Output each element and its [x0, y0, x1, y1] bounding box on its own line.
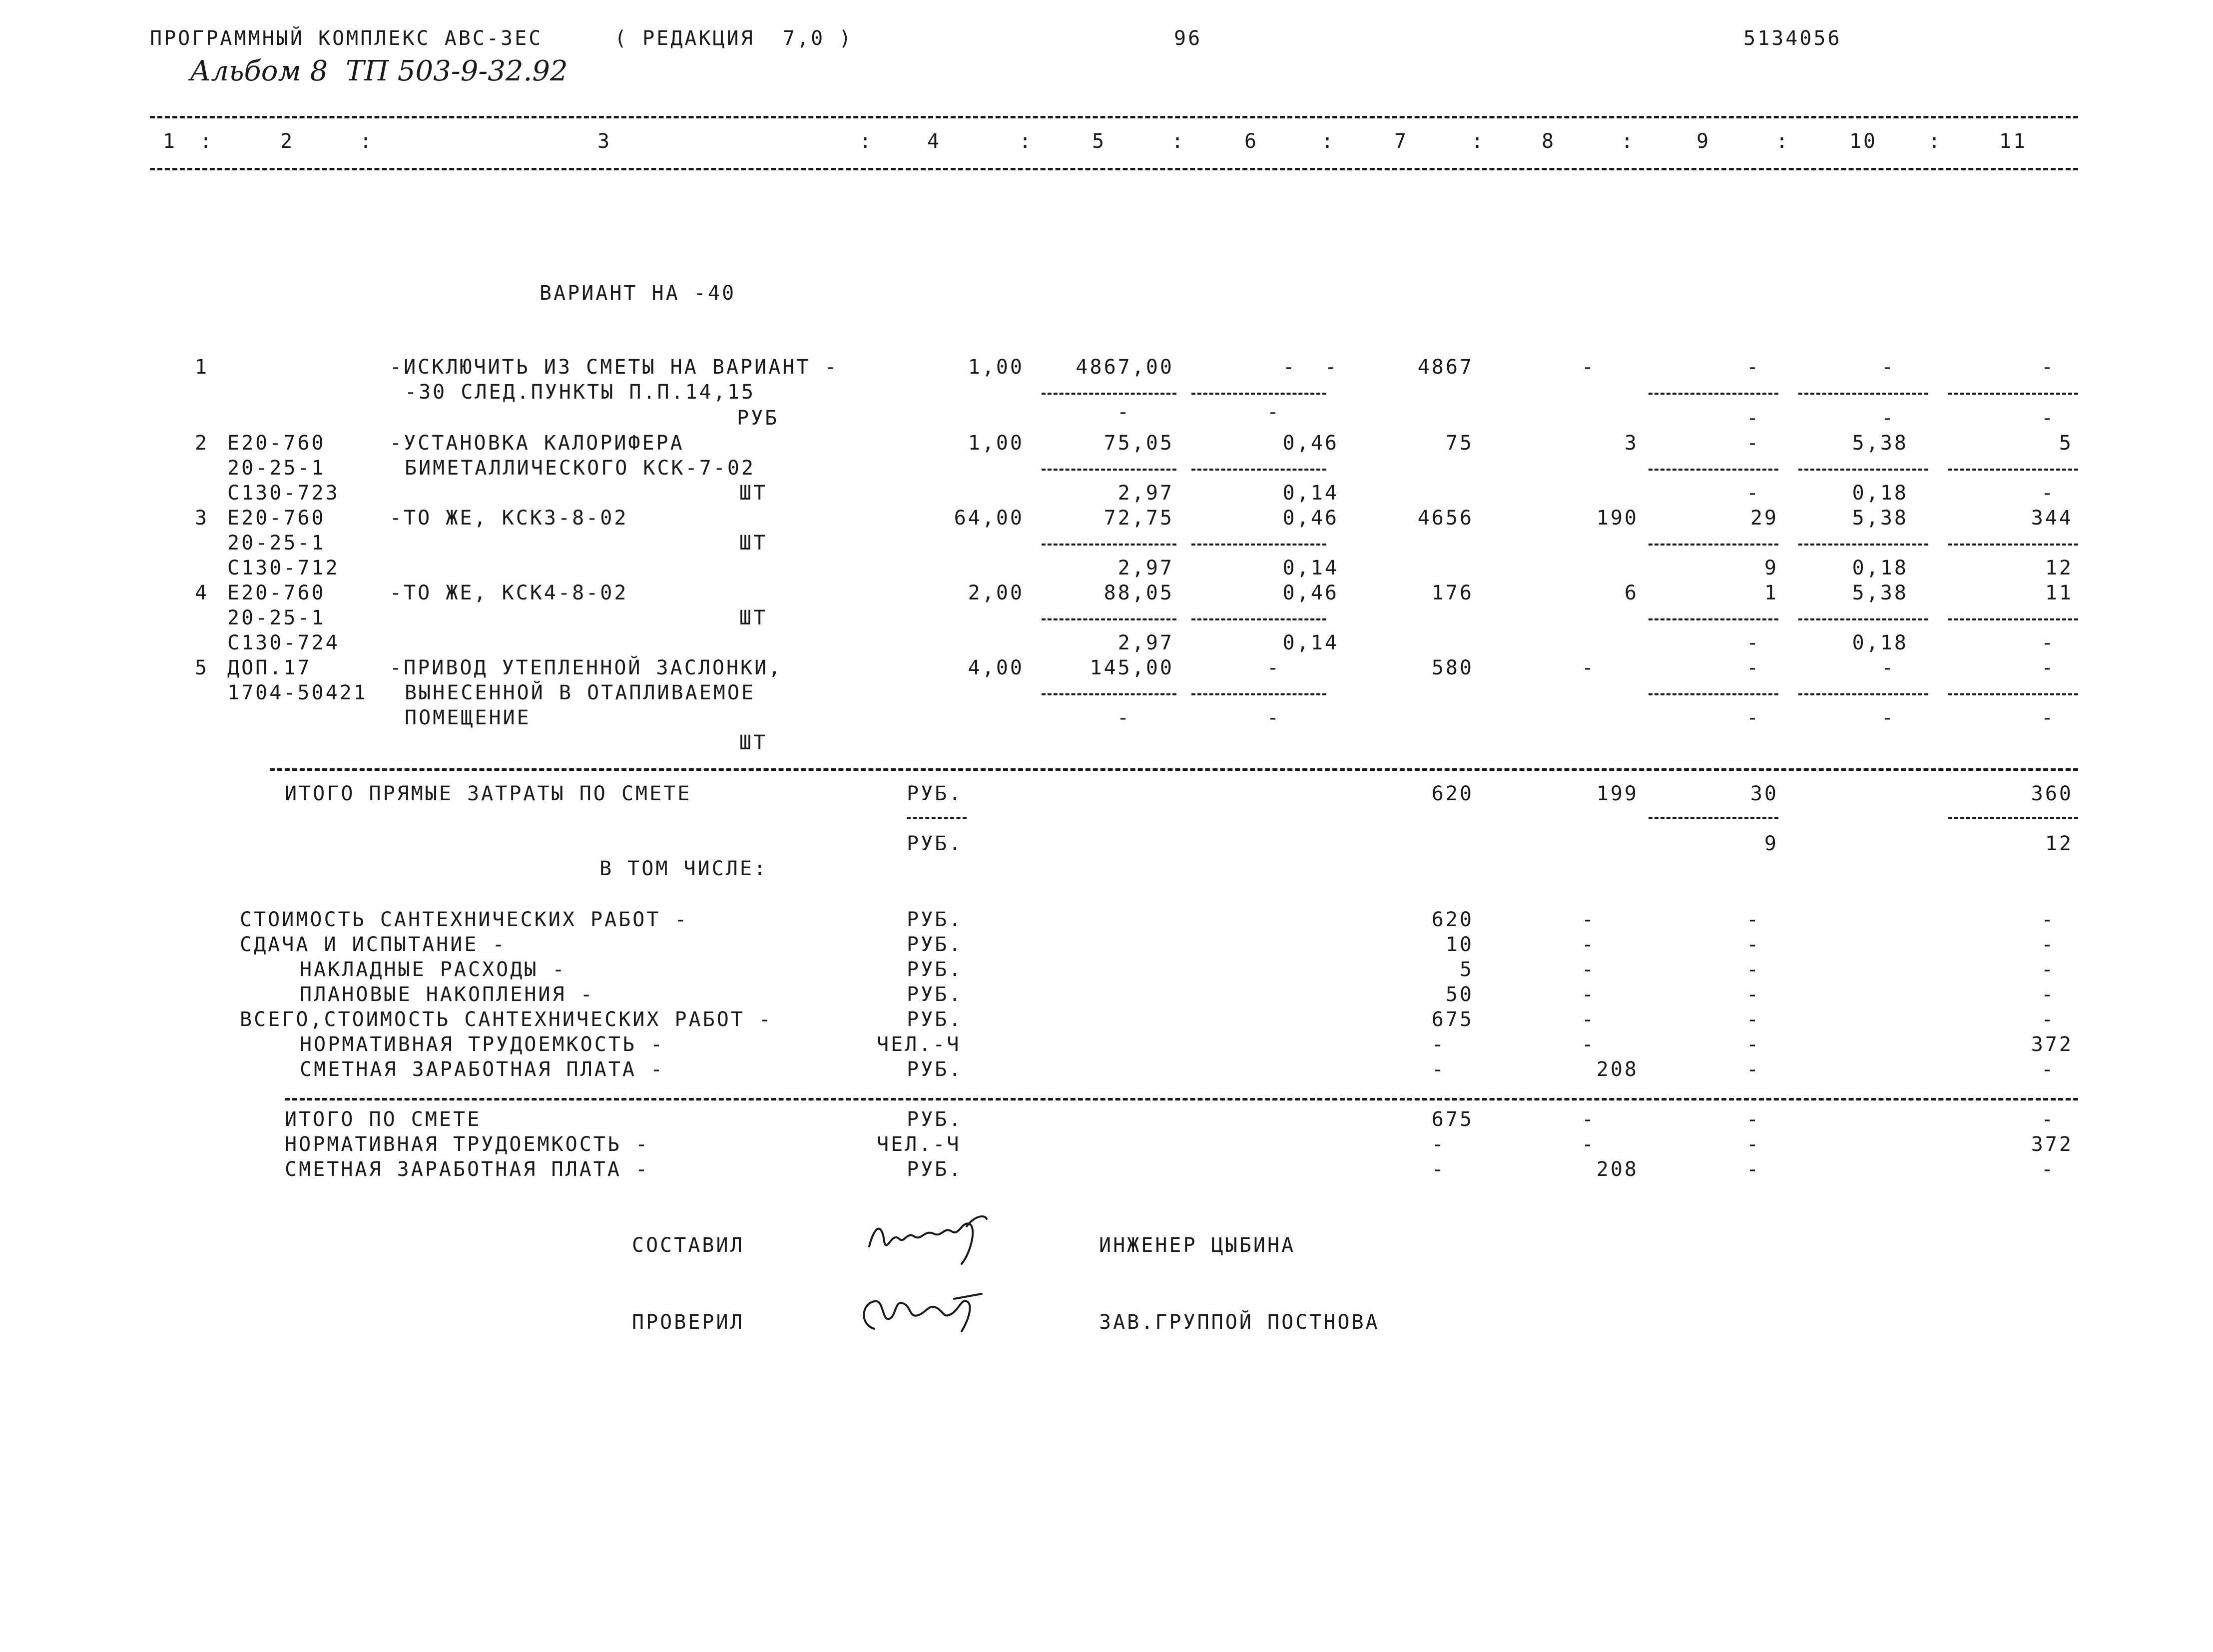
col-3: 3: [597, 130, 612, 153]
row-description: ПОМЕЩЕНИЕ: [405, 706, 531, 729]
final-separator: [285, 1098, 2078, 1101]
list-item: ВСЕГО,СТОИМОСТЬ САНТЕХНИЧЕСКИХ РАБОТ -: [240, 1008, 773, 1031]
row-col6: 0,46: [1282, 432, 1339, 455]
row-col11: -: [2041, 356, 2056, 379]
col-11: 11: [1999, 130, 2028, 153]
row-col9: 29: [1750, 507, 1778, 530]
row-code: С130-724: [227, 631, 340, 654]
row-description: БИМЕТАЛЛИЧЕСКОГО КСК-7-02: [405, 457, 756, 480]
row-col11: 5: [2059, 432, 2073, 455]
row-col9: -: [1746, 356, 1761, 379]
checked-by: ЗАВ.ГРУППОЙ ПОСТНОВА: [1099, 1311, 1380, 1334]
row-unit: ШТ: [739, 731, 768, 754]
list-item: СДАЧА И ИСПЫТАНИЕ -: [240, 933, 507, 956]
list-item: СМЕТНАЯ ЗАРАБОТНАЯ ПЛАТА -: [285, 1158, 650, 1181]
row-col5: 4867,00: [1076, 356, 1174, 379]
row-description: -ТО ЖЕ, КСК3-8-02: [390, 507, 628, 530]
row-quantity: 4,00: [968, 656, 1024, 679]
row-col7: 4867: [1417, 356, 1474, 379]
row-description: -УСТАНОВКА КАЛОРИФЕРА: [390, 432, 684, 455]
row-col9: -: [1746, 432, 1761, 455]
row-col8: -: [1581, 356, 1596, 379]
direct-costs-label: ИТОГО ПРЯМЫЕ ЗАТРАТЫ ПО СМЕТЕ: [285, 782, 692, 805]
totals-separator: [270, 768, 2078, 771]
row-col5: 75,05: [1104, 432, 1174, 455]
row-col6: 0,46: [1282, 581, 1339, 604]
row-quantity: 64,00: [954, 507, 1024, 530]
including-label: В ТОМ ЧИСЛЕ:: [599, 857, 768, 880]
row-col10: 5,38: [1852, 507, 1908, 530]
col-7: 7: [1394, 130, 1409, 153]
header-rule-top: [150, 116, 2078, 118]
col-4: 4: [927, 130, 942, 153]
signature-checked: [854, 1284, 999, 1344]
row-col7: 176: [1431, 581, 1474, 604]
row-quantity: 1,00: [968, 432, 1024, 455]
col-2: 2: [280, 130, 295, 153]
row-description: -ПРИВОД УТЕПЛЕННОЙ ЗАСЛОНКИ,: [390, 656, 783, 679]
row-description: -30 СЛЕД.ПУНКТЫ П.П.14,15: [405, 381, 756, 404]
program-title: ПРОГРАММНЫЙ КОМПЛЕКС АВС-3ЕС: [150, 27, 543, 50]
row-col6: - -: [1282, 356, 1339, 379]
row-unit: ШТ: [739, 482, 768, 505]
edition-label: ( РЕДАКЦИЯ 7,0 ): [614, 27, 853, 50]
row-col8: -: [1581, 656, 1596, 679]
row-col7: 580: [1431, 656, 1474, 679]
row-col8: 3: [1624, 432, 1639, 455]
header-rule-bottom: [150, 168, 2078, 170]
list-item: НАКЛАДНЫЕ РАСХОДЫ -: [300, 958, 566, 981]
row-description: -ТО ЖЕ, КСК4-8-02: [390, 581, 628, 604]
list-item: СМЕТНАЯ ЗАРАБОТНАЯ ПЛАТА -: [300, 1058, 665, 1081]
row-col5: 145,00: [1090, 656, 1174, 679]
row-col7: 4656: [1417, 507, 1474, 530]
row-code: 1704-50421: [227, 681, 368, 704]
col-1: 1: [162, 130, 177, 153]
row-number: 2: [195, 432, 209, 455]
list-item: ПЛАНОВЫЕ НАКОПЛЕНИЯ -: [300, 983, 594, 1006]
row-col10: 5,38: [1852, 432, 1908, 455]
row-col5: 72,75: [1104, 507, 1174, 530]
checked-label: ПРОВЕРИЛ: [632, 1311, 744, 1334]
compiled-label: СОСТАВИЛ: [632, 1234, 744, 1257]
col-9: 9: [1696, 130, 1711, 153]
row-col8: 190: [1596, 507, 1639, 530]
row-col10: 5,38: [1852, 581, 1908, 604]
row-code: Е20-760: [227, 581, 326, 604]
list-item: ИТОГО ПО СМЕТЕ: [285, 1108, 482, 1131]
row-col11: 344: [2031, 507, 2073, 530]
row-col6: -: [1266, 656, 1281, 679]
row-col9: -: [1746, 656, 1761, 679]
compiled-by: ИНЖЕНЕР ЦЫБИНА: [1099, 1234, 1296, 1257]
row-col8: 6: [1624, 581, 1639, 604]
row-col11: -: [2041, 656, 2056, 679]
row-col5: 88,05: [1104, 581, 1174, 604]
row-col6: 0,46: [1282, 507, 1339, 530]
row-code: С130-723: [227, 482, 340, 505]
row-code: С130-712: [227, 556, 340, 579]
signature-compiled: [864, 1211, 999, 1271]
row-code: ДОП.17: [227, 656, 312, 679]
row-code: Е20-760: [227, 507, 326, 530]
row-quantity: 2,00: [968, 581, 1024, 604]
col-6: 6: [1244, 130, 1259, 153]
row-number: 4: [195, 581, 209, 604]
row-quantity: 1,00: [968, 356, 1024, 379]
variant-title: ВАРИАНТ НА -40: [540, 282, 736, 305]
col-5: 5: [1092, 130, 1106, 153]
row-unit: РУБ: [737, 407, 779, 430]
list-item: СТОИМОСТЬ САНТЕХНИЧЕСКИХ РАБОТ -: [240, 908, 689, 931]
row-col10: -: [1881, 356, 1896, 379]
estimate-sheet: ПРОГРАММНЫЙ КОМПЛЕКС АВС-3ЕС ( РЕДАКЦИЯ 7,0 ) 96 5134056 Альбом 8 ТП 503-9-32.92 1 2 3 4 5 6 7 8 9 10 11 : : : : : : : : : : ВАРИАНТ НА -40 1 -ИСКЛЮЧИТЬ ИЗ СМЕТЫ НА ВАРИАНТ - -30 СЛЕД.ПУНКТЫ П.П.14,15 РУБ 1,00 4867,00 - - 4867 - - - - - - - - - 2 Е20-760 20-25-1 С130-723 -УСТАНОВКА КАЛОРИФЕРА БИМЕТАЛЛИЧЕСКОГО КСК-7-02 ШТ 1,00 75,05 0,46 75 3 - 5,38 5 2,97 0,14 - 0,18 - 3 Е20-760 20-25-1 С130-712 -ТО ЖЕ, КСК3-8-02 ШТ 64,00 72,75 0,46 4656 190 29 5,38 344 2,97 0,14 9 0,18 12 4 Е20-760 20-25-1 С130-724 -ТО ЖЕ, КСК4-8-02 ШТ 2,00 88,05 0,46 176 6 1 5,38 11 2,97 0,14 - 0,18 - 5 ДОП.17 1704-50421 -ПРИВОД УТЕПЛЕННОЙ ЗАСЛОНКИ, ВЫНЕСЕННОЙ В ОТАПЛИВАЕМОЕ ПОМЕЩЕНИЕ ШТ 4,00 145,00 - 580 - - - - - - - - - ИТОГО ПРЯМЫЕ ЗАТРАТЫ ПО СМЕТЕ РУБ. 620 199 30 360 РУБ. 9 12 В ТОМ ЧИСЛЕ: СТОИМОСТЬ САНТЕХНИЧЕСКИХ РАБОТ - РУБ. 620 - - - СДАЧА И ИСПЫТАНИЕ - РУБ. 10 - - - НАКЛАДНЫЕ РАСХОДЫ - РУБ. 5 - - - ПЛАНОВЫЕ НАКОПЛЕНИЯ - РУБ. 50 - - - ВСЕГО,СТОИМОСТЬ САНТЕХНИЧЕСКИХ РАБОТ - РУБ. 675 - - - НОРМАТИВНАЯ ТРУДОЕМКОСТЬ - ЧЕЛ.-Ч - - - 372 СМЕТНАЯ ЗАРАБОТНАЯ ПЛАТА - РУБ. - 208 - - ИТОГО ПО СМЕТЕ РУБ. 675 - - - НОРМАТИВНАЯ ТРУДОЕМКОСТЬ - ЧЕЛ.-Ч - - - 372 СМЕТНАЯ ЗАРАБОТНАЯ ПЛАТА - РУБ. - 208 - - СОСТАВИЛ ИНЖЕНЕР ЦЫБИНА ПРОВЕРИЛ ЗАВ.ГРУППОЙ ПОСТНОВА: [0, 0, 2213, 1652]
row-code: 20-25-1: [227, 606, 326, 629]
list-item: НОРМАТИВНАЯ ТРУДОЕМКОСТЬ -: [285, 1133, 650, 1156]
row-code: 20-25-1: [227, 532, 326, 554]
row-code: 20-25-1: [227, 457, 326, 480]
col-8: 8: [1541, 130, 1556, 153]
col-10: 10: [1849, 130, 1878, 153]
row-col11: 11: [2045, 581, 2073, 604]
album-handwritten: Альбом 8 ТП 503-9-32.92: [190, 55, 568, 87]
row-col9: 1: [1764, 581, 1778, 604]
row-code: Е20-760: [227, 432, 326, 455]
row-unit: ШТ: [739, 606, 768, 629]
row-description: -ИСКЛЮЧИТЬ ИЗ СМЕТЫ НА ВАРИАНТ -: [390, 356, 839, 379]
row-unit: ШТ: [739, 532, 768, 554]
row-col10: -: [1881, 656, 1896, 679]
row-number: 3: [195, 507, 209, 530]
page-number: 96: [1174, 27, 1202, 50]
row-number: 5: [195, 656, 209, 679]
row-number: 1: [195, 356, 209, 379]
row-description: ВЫНЕСЕННОЙ В ОТАПЛИВАЕМОЕ: [405, 681, 756, 704]
list-item: НОРМАТИВНАЯ ТРУДОЕМКОСТЬ -: [300, 1033, 665, 1056]
row-col7: 75: [1445, 432, 1474, 455]
document-number: 5134056: [1743, 27, 1842, 50]
